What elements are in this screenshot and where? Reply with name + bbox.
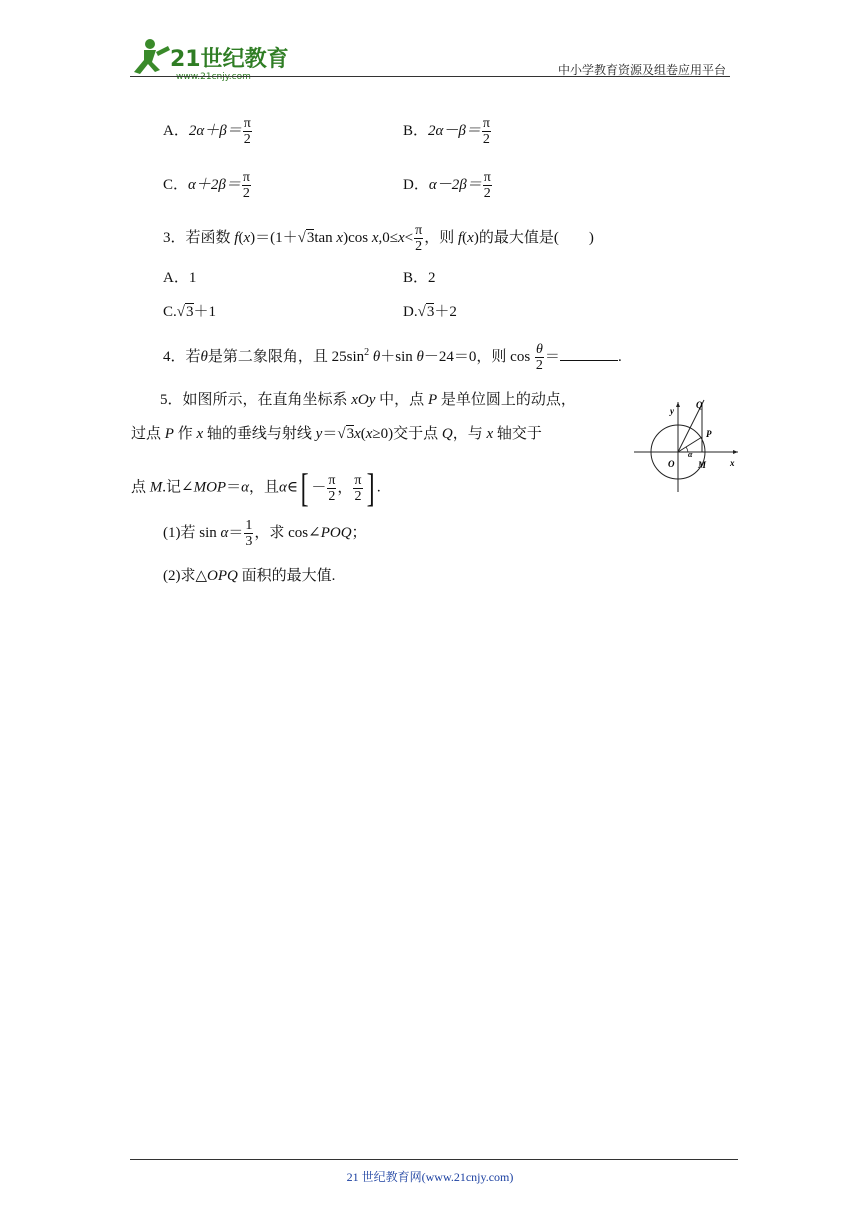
q4-stem: 4．若θ是第二象限角，且 $25\sin^2$ θ＋sin θ－24＝0，则 cos $\frac{\theta}{2}$ ＝ . bbox=[163, 342, 622, 373]
header-divider bbox=[130, 76, 730, 77]
q3-option-d: D.√3＋2 bbox=[403, 304, 457, 320]
q5-line-3: 点 M.记∠MOP＝α，且α∈ [ － $\frac{\pi}{2}$ ， $\frac{\pi}{2}$ ] . bbox=[131, 465, 381, 510]
angle-label-alpha: α bbox=[688, 450, 693, 459]
axis-label-y: y bbox=[670, 406, 674, 416]
unit-circle-figure bbox=[634, 396, 742, 492]
q3-stem: 3．若函数 f(x)＝(1＋√3tan x)cos x,0≤x< $\frac{\pi}{2}$ ，则 f(x)的最大值是( ) bbox=[163, 223, 594, 254]
logo-url: www.21cnjy.com bbox=[176, 72, 251, 82]
q5-part-2: (2)求△OPQ 面积的最大值. bbox=[163, 568, 336, 584]
q2-option-d: D．α－2β＝ $\frac{\pi}{2}$ bbox=[403, 170, 491, 201]
logo-text: 21世纪教育 bbox=[170, 47, 289, 72]
point-label-p: P bbox=[706, 429, 712, 439]
sqrt-symbol: √3 bbox=[297, 229, 315, 246]
point-label-o: O bbox=[668, 459, 675, 469]
q3-option-c: C.√3＋1 bbox=[163, 304, 217, 320]
q3-option-b: B．2 bbox=[403, 270, 436, 286]
q2-option-a: A．2α＋β＝ $\frac{\pi}{2}$ bbox=[163, 116, 251, 147]
site-tagline: 中小学教育资源及组卷应用平台 bbox=[557, 63, 726, 77]
q2-option-c: C．α＋2β＝ $\frac{\pi}{2}$ bbox=[163, 170, 250, 201]
q5-line-2: 过点 P 作 x 轴的垂线与射线 y＝√3x(x≥0)交于点 Q，与 x 轴交于 bbox=[131, 426, 542, 442]
interval: [ － $\frac{\pi}{2}$ ， $\frac{\pi}{2}$ ] bbox=[300, 465, 375, 510]
point-label-q: Q bbox=[696, 400, 703, 410]
point-label-m: M bbox=[698, 460, 707, 470]
q5-part-1: (1)若 sin α＝ $\frac{1}{3}$ ，求 cos∠POQ； bbox=[163, 518, 367, 549]
q3-option-a: A．1 bbox=[163, 270, 197, 286]
q2-option-b: B．2α－β＝ $\frac{\pi}{2}$ bbox=[403, 116, 490, 147]
q5-line-1: 5．如图所示，在直角坐标系 xOy 中，点 P 是单位圆上的动点， bbox=[160, 392, 576, 408]
footer-divider bbox=[130, 1159, 738, 1160]
axis-label-x: x bbox=[730, 458, 735, 468]
footer-link[interactable]: 21 世纪教育网(www.21cnjy.com) bbox=[346, 1170, 514, 1184]
answer-blank bbox=[560, 346, 618, 361]
